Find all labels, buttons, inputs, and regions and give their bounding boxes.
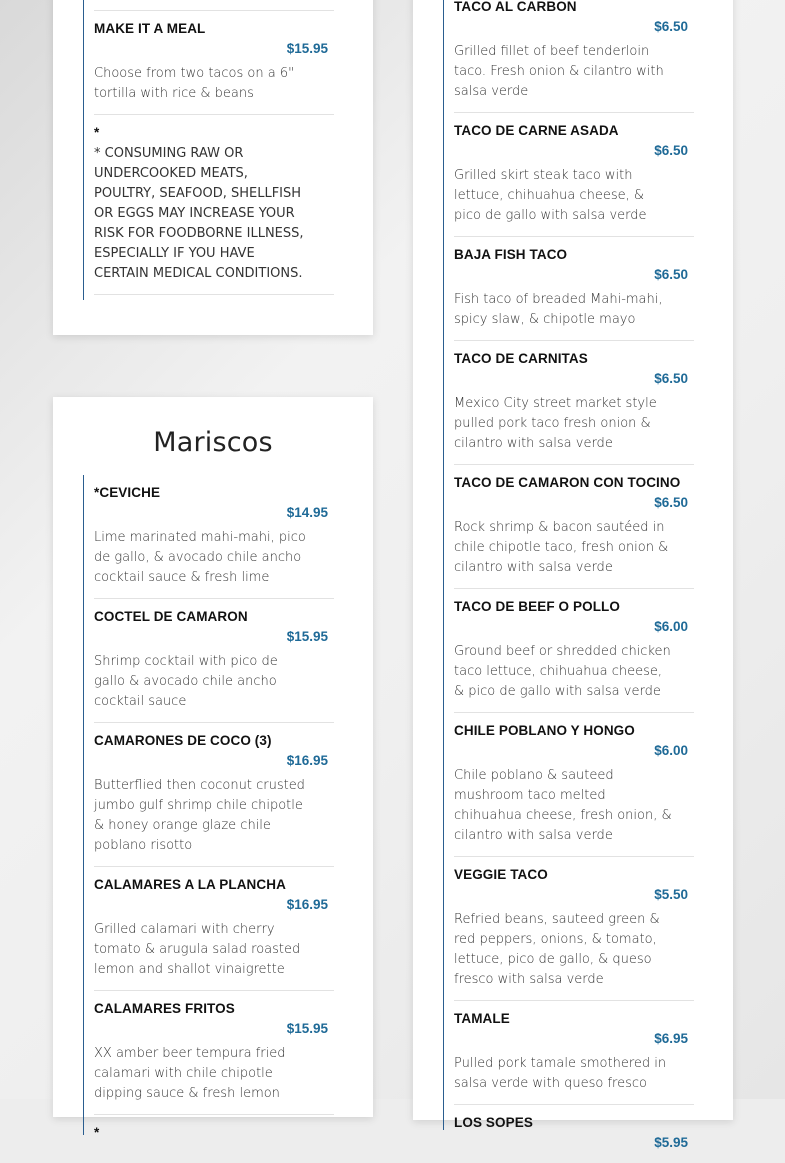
item-description: Shrimp cocktail with pico de gallo & avocado chile ancho cocktail sauce [94, 654, 278, 709]
item-name: TAMALE [454, 1011, 510, 1026]
menu-items-list [83, 0, 334, 300]
menu-item [94, 10, 334, 115]
item-price: $15.95 [286, 1021, 328, 1036]
menu-item [454, 0, 694, 113]
menu-item [454, 589, 694, 713]
disclaimer-mark: * [94, 125, 100, 140]
menu-item [454, 1105, 694, 1163]
item-name: CHILE POBLANO Y HONGO [454, 723, 635, 738]
item-name: BAJA FISH TACO [454, 247, 568, 262]
item-price: $15.95 [286, 41, 328, 56]
disclaimer-item [94, 115, 334, 295]
item-price: $6.50 [654, 143, 688, 158]
section-title: Mariscos [153, 427, 273, 458]
menu-item [454, 857, 694, 1001]
item-description: Rock shrimp & bacon sautéed in chile chipotle taco, fresh onion & cilantro with salsa verde [454, 520, 669, 575]
menu-items-list [83, 475, 334, 1140]
item-description: Butterflied then coconut crusted jumbo gulf shrimp chile chipotle & honey orange glaze chile poblano risotto [94, 778, 305, 853]
menu-item [454, 341, 694, 465]
item-name: TACO DE CAMARON CON TOCINO [454, 475, 681, 490]
menu-item [454, 1001, 694, 1105]
item-price: $5.50 [654, 887, 688, 902]
menu-item [94, 599, 334, 723]
menu-item [454, 465, 694, 589]
item-description: Chile poblano & sauteed mushroom taco melted chihuahua cheese, fresh onion, & cilantro with salsa verde [454, 768, 672, 843]
item-description: Grilled calamari with cherry tomato & arugula salad roasted lemon and shallot vinaigrette [94, 922, 301, 977]
item-description: Fish taco of breaded Mahi-mahi, spicy slaw, & chipotle mayo [454, 292, 663, 327]
menu-item [94, 867, 334, 991]
item-price: $5.95 [654, 1135, 688, 1150]
item-price: $6.50 [654, 495, 688, 510]
menu-item [454, 113, 694, 237]
item-description: Ground beef or shredded chicken taco lettuce, chihuahua cheese, & pico de gallo with salsa verde [454, 644, 671, 699]
item-name: MAKE IT A MEAL [94, 21, 206, 36]
item-price: $14.95 [286, 505, 328, 520]
item-description: Grilled fillet of beef tenderloin taco. Fresh onion & cilantro with salsa verde [454, 44, 664, 99]
item-name: TACO AL CARBON [454, 0, 577, 14]
item-price: $6.95 [654, 1031, 688, 1046]
menu-item [454, 237, 694, 341]
item-price: $6.50 [654, 19, 688, 34]
item-name: CALAMARES FRITOS [94, 1001, 235, 1016]
item-price: $15.95 [286, 629, 328, 644]
item-name: CALAMARES A LA PLANCHA [94, 877, 286, 892]
item-name: * [94, 1125, 100, 1140]
menu-card-mariscos [53, 397, 373, 1140]
item-price: $6.50 [654, 267, 688, 282]
item-price: $16.95 [286, 753, 328, 768]
item-description: Grilled skirt steak taco with lettuce, chihuahua cheese, & pico de gallo with salsa verde [454, 168, 647, 223]
item-name: TACO DE BEEF O POLLO [454, 599, 621, 614]
menu-item [94, 475, 334, 599]
item-description: XX amber beer tempura fried calamari with chile chipotle dipping sauce & fresh lemon [94, 1046, 286, 1101]
item-name: *CEVICHE [94, 485, 161, 500]
item-price: $6.00 [654, 743, 688, 758]
item-description: Choose from two tacos on a 6" tortilla with rice & beans [94, 66, 295, 101]
item-description: Pulled pork tamale smothered in salsa verde with queso fresco [454, 1056, 667, 1091]
item-description: Mexico City street market style pulled pork taco fresh onion & cilantro with salsa verde [454, 396, 657, 451]
menu-item [454, 713, 694, 857]
menu-item [94, 991, 334, 1115]
item-name: LOS SOPES [454, 1115, 533, 1130]
item-name: COCTEL DE CAMARON [94, 609, 248, 624]
menu-card-continued [53, 0, 373, 335]
item-description: Lime marinated mahi-mahi, pico de gallo, & avocado chile ancho cocktail sauce & fresh lime [94, 530, 306, 585]
item-name: TACO DE CARNE ASADA [454, 123, 619, 138]
item-name: CAMARONES DE COCO (3) [94, 733, 272, 748]
item-price: $6.00 [654, 619, 688, 634]
item-name: VEGGIE TACO [454, 867, 548, 882]
menu-items-list [443, 0, 694, 1150]
menu-item [94, 1115, 334, 1152]
menu-card-tacos [413, 0, 733, 1150]
item-description: Refried beans, sauteed green & red peppers, onions, & tomato, lettuce, pico de gallo, & queso fresco with salsa verde [454, 912, 660, 987]
menu-item [94, 723, 334, 867]
item-name: TACO DE CARNITAS [454, 351, 588, 366]
item-price: $6.50 [654, 371, 688, 386]
item-price: $16.95 [286, 897, 328, 912]
disclaimer-text: * CONSUMING RAW OR UNDERCOOKED MEATS, POULTRY, SEAFOOD, SHELLFISH OR EGGS MAY INCREASE YOUR RISK FOR FOODBORNE ILLNESS, ESPECIALLY IF YOU HAVE CERTAIN MEDICAL CONDITIONS. [94, 146, 304, 281]
